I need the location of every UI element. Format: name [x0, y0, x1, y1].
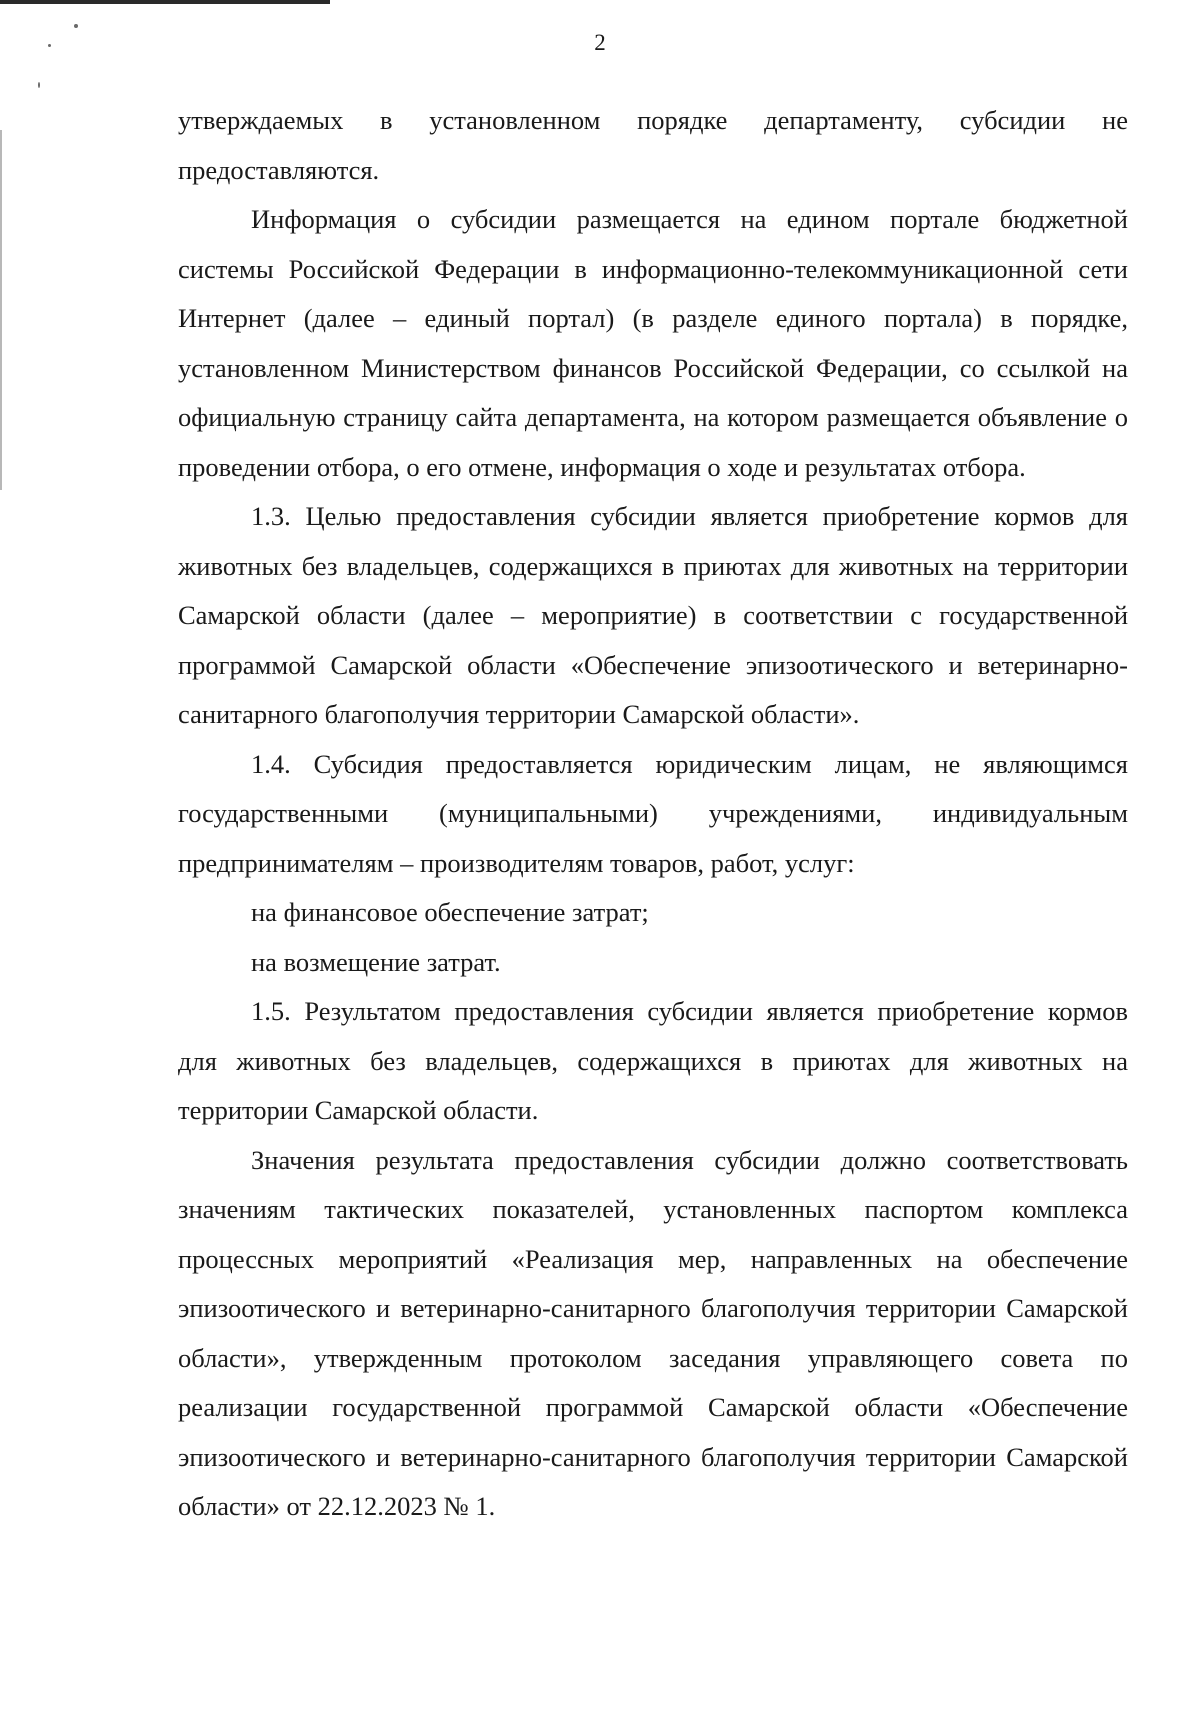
- scan-edge-artifact: [0, 130, 2, 490]
- paragraph-1-5-result: 1.5. Результатом предоставления субсидии является приобретение кормов для животных без владельцев, содержащихся в приютах для животных на территории Самарской области.: [178, 996, 1128, 1125]
- list-item-financing: на финансовое обеспечение затрат;: [251, 897, 649, 927]
- paragraph-continuation: утверждаемых в установленном порядке департаменту, субсидии не предоставляются.: [178, 105, 1128, 185]
- paragraph-portal-info: Информация о субсидии размещается на едином портале бюджетной системы Российской Федерации в информационно-телекоммуникационной сети Интернет (далее – единый портал) (в разделе единого портала) в порядке, установленном Министерством финансов Российской Федерации, со ссылкой на официальную страницу сайта департамента, на котором размещается объявление о проведении отбора, о его отмене, информация о ходе и результатах отбора.: [178, 204, 1128, 482]
- scan-speck: [74, 24, 78, 28]
- document-body: [178, 96, 1128, 1532]
- paragraph-1-4-recipients: 1.4. Субсидия предоставляется юридическим лицам, не являющимся государственными (муниципальными) учреждениями, индивидуальным предпринимателям – производителям товаров, работ, услуг:: [178, 748, 1128, 878]
- scan-border-artifact: [0, 0, 330, 4]
- scan-speck: [38, 82, 40, 88]
- paragraph-1-3-purpose: 1.3. Целью предоставления субсидии является приобретение кормов для животных без владельцев, содержащихся в приютах для животных на территории Самарской области (далее – мероприятие) в соответствии с государственной программой Самарской области «Обеспечение эпизоотического и ветеринарно-санитарного благополучия территории Самарской области».: [178, 501, 1128, 729]
- page-number: 2: [594, 30, 606, 55]
- list-item-reimbursement: на возмещение затрат.: [251, 946, 501, 977]
- paragraph-result-values: Значения результата предоставления субсидии должно соответствовать значениям тактических показателей, установленных паспортом комплекса процессных мероприятий «Реализация мер, направленных на обеспечение эпизоотического и ветеринарно-санитарного благополучия территории Самарской области», утвержденным протоколом заседания управляющего совета по реализации государственной программой Самарской области «Обеспечение эпизоотического и ветеринарно-санитарного благополучия территории Самарской области» от 22.12.2023 № 1.: [178, 1144, 1128, 1521]
